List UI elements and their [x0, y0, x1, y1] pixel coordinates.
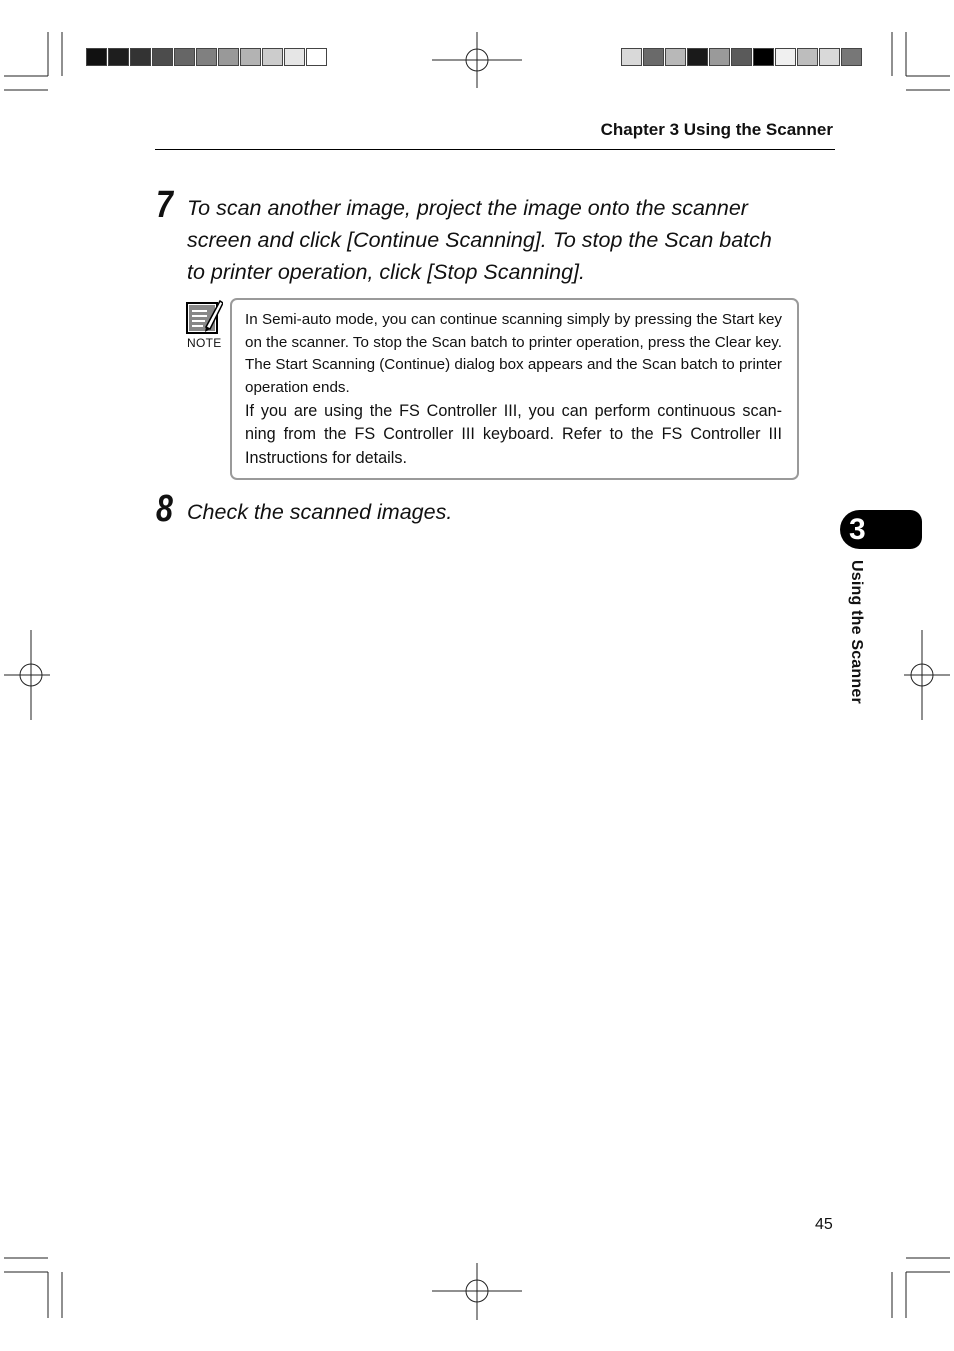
side-chapter-title: Using the Scanner	[848, 560, 865, 704]
color-swatch	[196, 48, 217, 66]
step-7-line: screen and click [Continue Scanning]. To stop the Scan batch	[187, 228, 772, 252]
step-7-line: To scan another image, project the image onto the scanner	[187, 196, 748, 220]
step-7-instruction	[187, 192, 772, 288]
running-header	[155, 120, 835, 150]
color-swatch	[621, 48, 642, 66]
color-swatch	[819, 48, 840, 66]
color-swatch	[643, 48, 664, 66]
note-pencil-icon	[185, 297, 223, 335]
color-swatch	[687, 48, 708, 66]
note-box	[230, 298, 799, 480]
chapter-tab-number: 3	[849, 513, 866, 546]
step-8-line: Check the scanned images.	[187, 500, 453, 524]
note-paragraph: In Semi-auto mode, you can continue scanning simply by pressing the Start key on the scanner. To stop the Scan batch to printer operation, press the Clear key. The Start Scanning (Continue) dialog box appears and the Scan batch to printer operation ends.	[245, 311, 782, 397]
color-swatch	[731, 48, 752, 66]
note-label: NOTE	[187, 336, 222, 350]
color-swatch	[218, 48, 239, 66]
color-swatch	[108, 48, 129, 66]
color-swatch	[753, 48, 774, 66]
color-swatch	[152, 48, 173, 66]
step-number-8: 8	[156, 488, 173, 530]
color-swatch	[841, 48, 862, 66]
page-number: 45	[815, 1216, 833, 1233]
note-paragraph: If you are using the FS Controller III, you can perform continuous scan-ning from the FS Controller III keyboard. Refer to the FS Controller III Instructions for details.	[245, 401, 782, 467]
color-swatch	[240, 48, 261, 66]
color-swatch	[775, 48, 796, 66]
grayscale-color-bar-left	[86, 48, 328, 68]
color-swatch	[665, 48, 686, 66]
color-swatch	[86, 48, 107, 66]
chapter-title: Chapter 3 Using the Scanner	[600, 120, 833, 139]
color-swatch	[709, 48, 730, 66]
color-swatch	[130, 48, 151, 66]
step-8-instruction	[187, 496, 452, 528]
color-swatch	[306, 48, 327, 66]
color-swatch	[174, 48, 195, 66]
color-swatch	[797, 48, 818, 66]
color-swatch	[284, 48, 305, 66]
step-7-line: to printer operation, click [Stop Scanning].	[187, 260, 585, 284]
grayscale-color-bar-right	[621, 48, 863, 68]
step-number-7: 7	[156, 184, 173, 226]
color-swatch	[262, 48, 283, 66]
